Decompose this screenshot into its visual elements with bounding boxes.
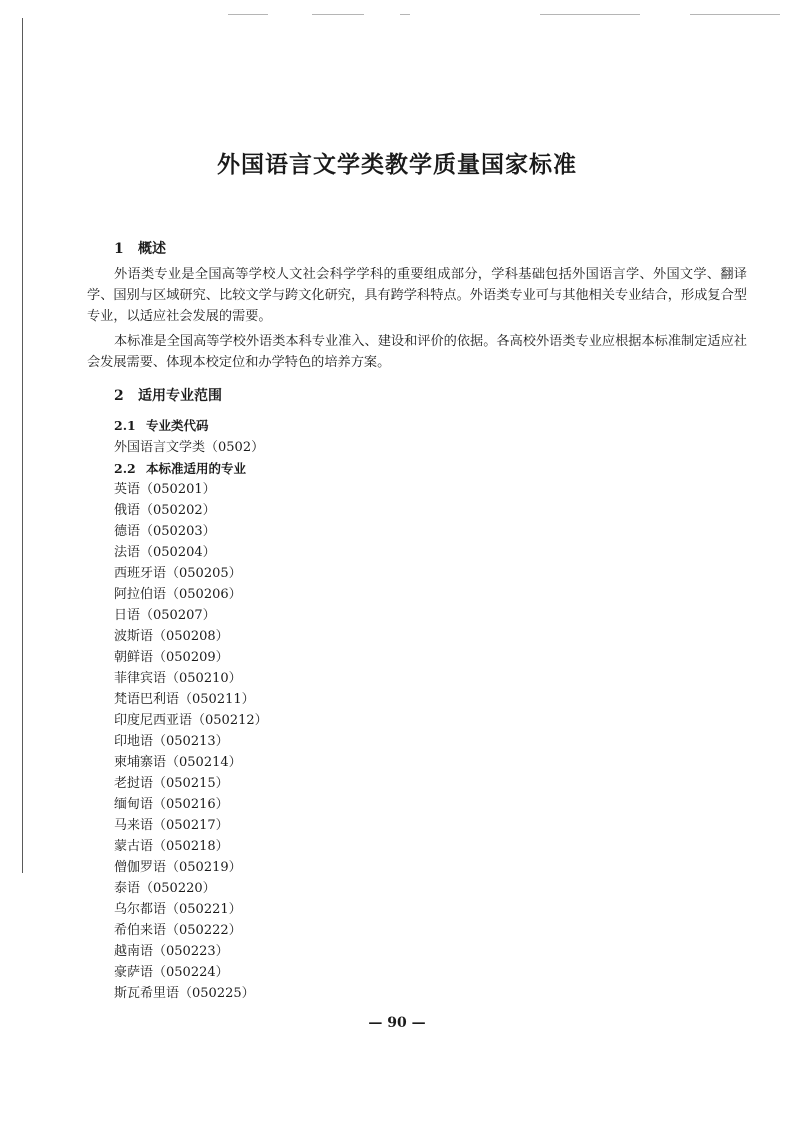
list-item: 蒙古语（050218） (114, 839, 229, 854)
list-item: 法语（050204） (114, 545, 216, 560)
section-number: 1 (114, 241, 124, 257)
list-item: 豪萨语（050224） (114, 965, 229, 980)
list-item: 印度尼西亚语（050212） (114, 713, 268, 728)
list-item: 梵语巴利语（050211） (114, 692, 255, 707)
list-item: 日语（050207） (114, 608, 216, 623)
subsection-title: 专业类代码 (146, 418, 209, 433)
subsection-heading-code (114, 416, 209, 434)
section-number: 2 (114, 388, 124, 404)
list-item: 英语（050201） (114, 482, 216, 497)
document-title: 外国语言文学类教学质量国家标准 (217, 151, 577, 178)
list-item: 老挝语（050215） (114, 776, 229, 791)
list-item: 泰语（050220） (114, 881, 216, 896)
section-heading-scope (114, 385, 222, 405)
list-item: 波斯语（050208） (114, 629, 229, 644)
subsection-number: 2.1 (114, 418, 136, 433)
list-item: 柬埔寨语（050214） (114, 755, 242, 770)
section-title: 适用专业范围 (138, 388, 222, 404)
list-item: 阿拉伯语（050206） (114, 587, 242, 602)
list-item: 西班牙语（050205） (114, 566, 242, 581)
majors-list (114, 479, 268, 1004)
discipline-code: 外国语言文学类（0502） (114, 440, 265, 455)
list-item: 斯瓦希里语（050225） (114, 986, 255, 1001)
scan-artifact (540, 14, 640, 15)
list-item: 乌尔都语（050221） (114, 902, 242, 917)
overview-paragraph: 本标准是全国高等学校外语类本科专业准入、建设和评价的依据。各高校外语类专业应根据本标准制定适应社会发展需要、体现本校定位和办学特色的培养方案。 (87, 334, 747, 370)
overview-paragraph: 外语类专业是全国高等学校人文社会科学学科的重要组成部分，学科基础包括外国语言学、外国文学、翻译学、国别与区域研究、比较文学与跨文化研究，具有跨学科特点。外语类专业可与其他相关专业结合，形成复合型专业，以适应社会发展的需要。 (87, 267, 747, 324)
list-item: 朝鲜语（050209） (114, 650, 229, 665)
subsection-title: 本标准适用的专业 (146, 461, 247, 476)
list-item: 菲律宾语（050210） (114, 671, 242, 686)
subsection-heading-majors (114, 459, 246, 477)
section-title: 概述 (138, 241, 166, 257)
list-item: 德语（050203） (114, 524, 216, 539)
list-item: 俄语（050202） (114, 503, 216, 518)
scan-artifact (400, 14, 410, 15)
section-heading-overview (114, 238, 166, 258)
subsection-number: 2.2 (114, 461, 136, 476)
scan-artifact (690, 14, 780, 15)
list-item: 越南语（050223） (114, 944, 229, 959)
list-item: 印地语（050213） (114, 734, 229, 749)
scan-artifact (312, 14, 364, 15)
list-item: 缅甸语（050216） (114, 797, 229, 812)
scan-artifact (228, 14, 268, 15)
page-number: — 90 — (368, 1015, 426, 1031)
list-item: 马来语（050217） (114, 818, 229, 833)
list-item: 希伯来语（050222） (114, 923, 242, 938)
list-item: 僧伽罗语（050219） (114, 860, 242, 875)
